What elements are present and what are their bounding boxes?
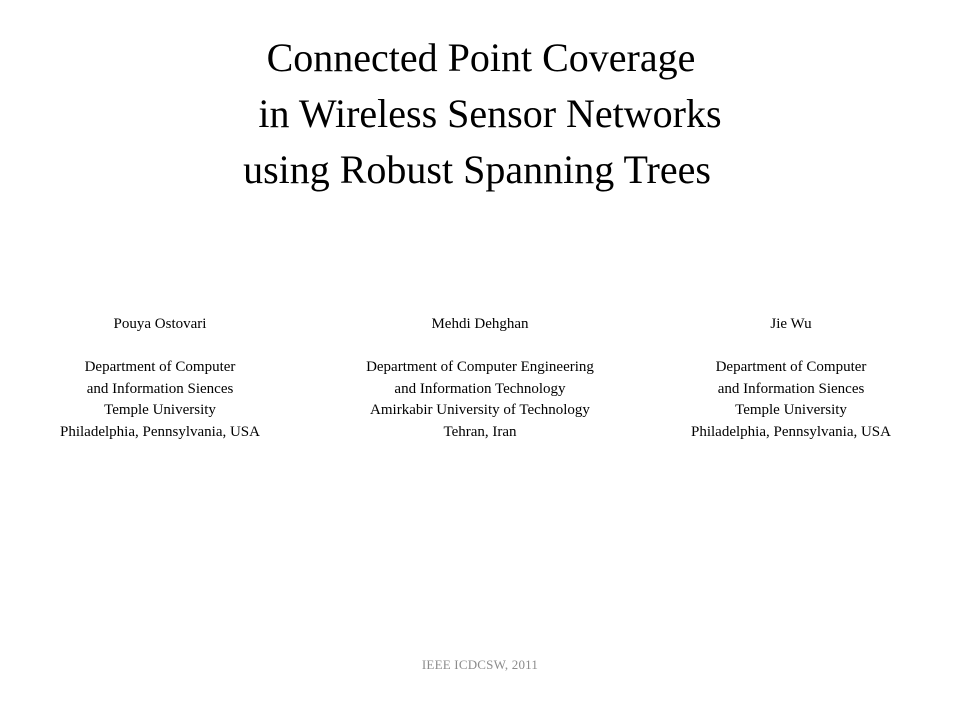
slide-footer: IEEE ICDCSW, 2011: [421, 657, 539, 672]
affiliation-line: Tehran, Iran: [443, 423, 517, 440]
author-name: Pouya Ostovari: [113, 316, 207, 332]
spacer: [320, 336, 640, 358]
affiliation-line: Temple University: [735, 402, 847, 418]
title-line: Connected Point Coverage: [266, 35, 696, 80]
affiliation-line: Department of Computer Engineering: [366, 359, 594, 375]
title-line: in Wireless Sensor Networks: [258, 91, 722, 136]
affiliation-line: Philadelphia, Pennsylvania, USA: [60, 423, 260, 440]
affiliation-line: and Information Technology: [394, 380, 566, 397]
affiliation-line: Department of Computer: [84, 359, 236, 375]
author-block-dehghan: [320, 314, 640, 443]
spacer: [0, 336, 320, 358]
affiliation-line: Temple University: [104, 402, 216, 418]
author-name: Mehdi Dehghan: [431, 316, 529, 332]
affiliation-line: and Information Siences: [86, 380, 234, 397]
author-block-wu: [631, 314, 951, 443]
spacer: [631, 336, 951, 358]
affiliation-line: Philadelphia, Pennsylvania, USA: [691, 423, 891, 440]
author-name: Jie Wu: [770, 316, 812, 332]
slide-title: [0, 30, 960, 198]
title-line: using Robust Spanning Trees: [243, 147, 711, 192]
author-block-ostovari: [0, 314, 320, 443]
affiliation-line: Amirkabir University of Technology: [370, 402, 590, 418]
affiliation-line: and Information Siences: [717, 380, 865, 397]
affiliation-line: Department of Computer: [715, 359, 867, 375]
